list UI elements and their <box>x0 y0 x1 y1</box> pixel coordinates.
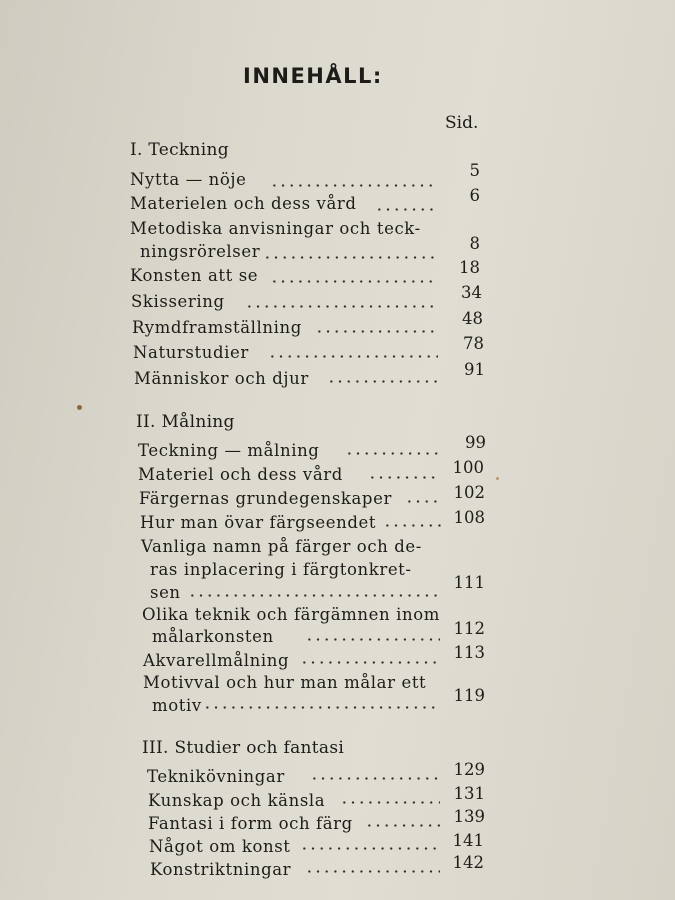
dot-leader <box>340 801 440 804</box>
toc-entry-text: ras inplacering i färgtonkret- <box>150 560 412 579</box>
page-title: INNEHÅLL: <box>243 64 383 88</box>
toc-entry-text: Kunskap och känsla <box>148 791 326 810</box>
paper-speck <box>496 477 499 480</box>
toc-entry-page: 48 <box>462 309 483 328</box>
toc-entry-page: 112 <box>453 619 485 638</box>
page-column-header: Sid. <box>445 113 479 133</box>
toc-entry-text: Konstriktningar <box>150 860 292 879</box>
toc-entry-text: Akvarellmålning <box>143 651 290 670</box>
toc-entry-page: 139 <box>453 807 485 826</box>
toc-entry-page: 8 <box>469 234 480 253</box>
toc-entry-page: 129 <box>453 760 485 779</box>
paper-speck <box>77 405 82 410</box>
toc-entry-text: Materiel och dess vård <box>138 465 343 484</box>
dot-leader <box>365 824 440 827</box>
toc-entry-page: 111 <box>453 573 485 592</box>
toc-entry-text: Rymdframställning <box>132 318 302 337</box>
toc-entry-text: ningsrörelser <box>140 242 261 261</box>
toc-entry-text: Människor och djur <box>134 369 309 388</box>
dot-leader <box>203 706 440 709</box>
toc-entry-page: 119 <box>453 686 485 705</box>
toc-entry-page: 108 <box>453 508 485 527</box>
dot-leader <box>270 280 435 283</box>
toc-entry-page: 142 <box>452 853 484 872</box>
dot-leader <box>300 847 440 850</box>
dot-leader <box>405 500 441 503</box>
dot-leader <box>270 184 435 187</box>
toc-entry-text: Metodiska anvisningar och teck- <box>130 219 421 238</box>
toc-entry-text: Hur man övar färgseendet <box>140 513 377 532</box>
toc-entry-page: 102 <box>453 483 485 502</box>
dot-leader <box>368 476 440 479</box>
section-heading: I. Teckning <box>130 140 229 160</box>
toc-entry-page: 131 <box>453 784 485 803</box>
dot-leader <box>245 305 435 308</box>
section-heading: III. Studier och fantasi <box>142 738 345 758</box>
dot-leader <box>345 452 440 455</box>
toc-entry-text: motiv <box>152 696 202 715</box>
toc-entry-text: Olika teknik och färgämnen inom <box>142 605 440 624</box>
toc-entry-text: Vanliga namn på färger och de- <box>141 537 422 556</box>
toc-entry-text: Motivval och hur man målar ett <box>143 673 427 692</box>
dot-leader <box>305 870 440 873</box>
toc-entry-text: Teknikövningar <box>147 767 285 786</box>
toc-entry-page: 99 <box>465 433 486 452</box>
toc-entry-page: 113 <box>453 643 485 662</box>
toc-entry-text: Skissering <box>131 292 225 311</box>
dot-leader <box>300 661 440 664</box>
toc-entry-text: Teckning — målning <box>138 441 320 460</box>
dot-leader <box>383 524 441 527</box>
dot-leader <box>315 330 437 333</box>
toc-entry-page: 6 <box>469 186 480 205</box>
toc-entry-page: 100 <box>452 458 484 477</box>
toc-entry-text: Färgernas grundegenskaper <box>139 489 392 508</box>
dot-leader <box>375 208 435 211</box>
toc-entry-text: sen <box>150 583 181 602</box>
toc-entry-text: målarkonsten <box>152 627 274 646</box>
section-heading: II. Målning <box>136 412 235 432</box>
toc-entry-page: 141 <box>452 831 484 850</box>
dot-leader <box>305 638 440 641</box>
toc-entry-page: 18 <box>459 258 480 277</box>
toc-entry-text: Nytta — nöje <box>130 170 247 189</box>
toc-entry-page: 78 <box>463 334 484 353</box>
dot-leader <box>310 777 440 780</box>
dot-leader <box>188 594 440 597</box>
dot-leader <box>327 380 439 383</box>
toc-entry-page: 34 <box>461 283 482 302</box>
toc-entry-text: Fantasi i form och färg <box>148 814 353 833</box>
toc-entry-text: Materielen och dess vård <box>130 194 357 213</box>
toc-entry-page: 5 <box>469 161 480 180</box>
dot-leader <box>263 256 435 259</box>
toc-entry-text: Konsten att se <box>130 266 259 285</box>
toc-entry-text: Något om konst <box>149 837 291 856</box>
toc-entry-text: Naturstudier <box>133 343 249 362</box>
toc-entry-page: 91 <box>464 360 485 379</box>
dot-leader <box>268 355 438 358</box>
